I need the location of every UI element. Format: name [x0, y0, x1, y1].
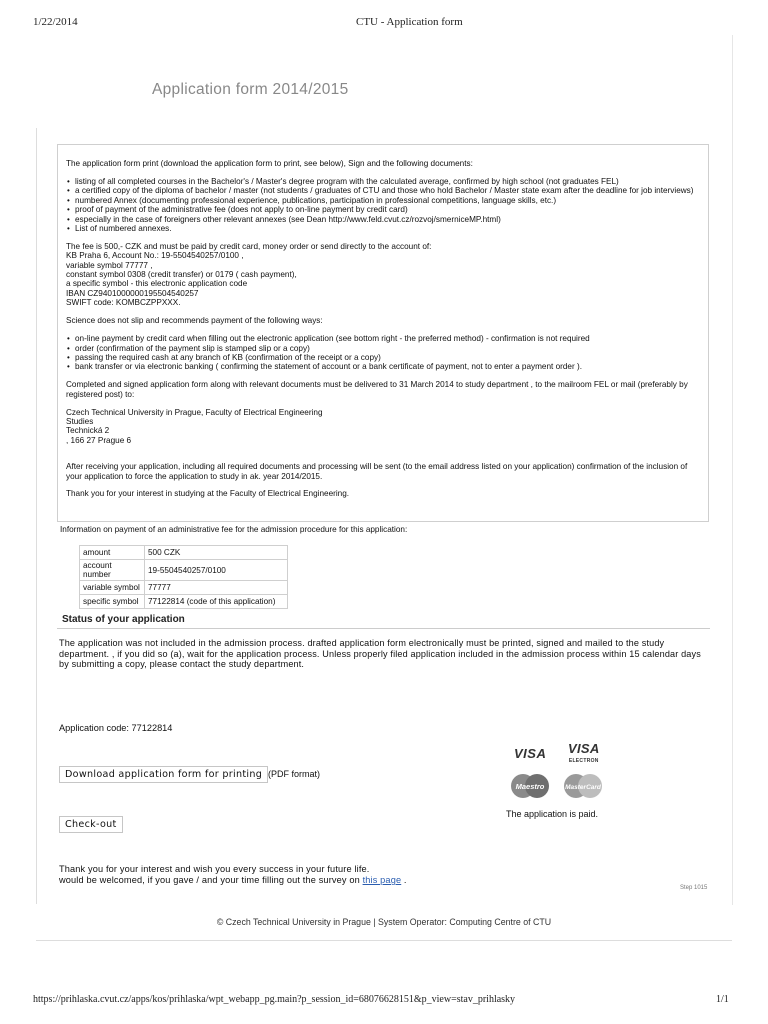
visa-logo: VISA	[514, 746, 547, 761]
list-item: • List of numbered annexes.	[66, 224, 700, 233]
list-item: • listing of all completed courses in the Bachelor's / Master's degree program with the calculated average, confirmed by high school (not graduates FEL)	[66, 177, 700, 186]
deadline-text: Completed and signed application form along with relevant documents must be delivered to 31 March 2014 to study department , to the mailroom FEL or mail (preferably by registered post) to:	[66, 380, 688, 399]
step-label: Step 1015	[680, 885, 708, 891]
status-text: The application was not included in the admission process. drafted application form electronically must be printed, signed and mailed to the study department. , if you did so (a), wait for the application process. Unless properly filed application included in the admission process within 15 calendar days by submitting a copy, please contact the study department.	[59, 638, 701, 670]
address-line: Studies	[66, 416, 94, 426]
fee-line: variable symbol 77777 ,	[66, 260, 153, 270]
fee-line: The fee is 500,- CZK and must be paid by credit card, money order or send directly to the account of:	[66, 241, 432, 251]
mastercard-logo	[562, 773, 604, 799]
table-row	[80, 546, 288, 560]
maestro-logo	[510, 773, 550, 799]
print-url: https://prihlaska.cvut.cz/apps/kos/prihlaska/wpt_webapp_pg.main?p_session_id=68076628151&p_view=stav_prihlasky	[33, 994, 516, 1005]
frame-right-border	[732, 35, 733, 905]
pdf-format-note: (PDF format)	[268, 769, 321, 779]
fee-line: a specific symbol - this electronic application code	[66, 279, 248, 289]
fee-line: constant symbol 0308 (credit transfer) or 0179 ( cash payment),	[66, 270, 297, 280]
mastercard-text: MasterCard	[565, 784, 601, 791]
fee-value: 19-5504540257/0100	[145, 560, 288, 581]
page-title: Application form 2014/2015	[152, 81, 349, 98]
print-date: 1/22/2014	[33, 16, 78, 28]
list-item: • especially in the case of foreigners other relevant annexes (see Dean http://www.feld.cvut.cz/rozvoj/smerniceMP.html)	[66, 215, 700, 224]
print-page-number: 1/1	[716, 994, 729, 1005]
payment-ways-list	[66, 334, 700, 372]
survey-text: would be welcomed, if you gave / and your time filling out the survey on	[59, 875, 360, 885]
electron-subtext: ELECTRON	[568, 758, 599, 764]
list-item: • proof of payment of the administrative fee (does not apply to on-line payment by credit card)	[66, 205, 700, 214]
fee-line: KB Praha 6, Account No.: 19-5504540257/0100 ,	[66, 251, 244, 261]
table-row	[80, 595, 288, 609]
instructions-intro: The application form print (download the application form to print, see below), Sign and the following documents:	[66, 159, 473, 168]
documents-list	[66, 177, 700, 233]
fee-value: 77777	[145, 581, 288, 595]
table-row	[80, 581, 288, 595]
download-form-button[interactable]: Download application form for printing	[59, 766, 268, 783]
table-row	[80, 560, 288, 581]
list-item: • on-line payment by credit card when filling out the electronic application (see bottom right - the preferred method) - confirmation is not required	[66, 334, 700, 343]
fee-key: specific symbol	[80, 595, 145, 609]
fee-value: 77122814 (code of this application)	[145, 595, 288, 609]
closing-line-2	[59, 875, 407, 886]
status-divider	[57, 628, 710, 629]
closing-text	[59, 864, 407, 886]
status-title: Status of your application	[62, 614, 185, 625]
frame-left-border	[36, 128, 37, 904]
footer-divider	[36, 940, 732, 941]
fee-key: variable symbol	[80, 581, 145, 595]
maestro-text: Maestro	[515, 782, 545, 791]
list-item: • bank transfer or via electronic banking ( confirming the statement of account or a bank certificate of payment, not to enter a payment order ).	[66, 362, 700, 371]
after-text: After receiving your application, including all required documents and processing will be sent (to the email address listed on your application) confirmation of the inclusion of your application to force the application to study in ak. year 2014/2015.	[66, 462, 688, 481]
list-item: • order (confirmation of the payment slip is stamped slip or a copy)	[66, 344, 700, 353]
visa-electron-logo	[568, 743, 600, 767]
fee-value: 500 CZK	[145, 546, 288, 560]
list-item: • passing the required cash at any branch of KB (confirmation of the receipt or a copy)	[66, 353, 700, 362]
thanks-text: Thank you for your interest in studying at the Faculty of Electrical Engineering.	[66, 489, 350, 499]
fee-table	[79, 545, 288, 609]
address-line: Czech Technical University in Prague, Faculty of Electrical Engineering	[66, 407, 323, 417]
paid-status: The application is paid.	[506, 809, 599, 819]
fee-key: amount	[80, 546, 145, 560]
list-item: • numbered Annex (documenting professional experience, publications, participation in professional competitions, language skills, etc.)	[66, 196, 700, 205]
fee-caption: Information on payment of an administrative fee for the admission procedure for this application:	[60, 525, 408, 534]
survey-period: .	[403, 875, 407, 885]
copyright-footer: © Czech Technical University in Prague | System Operator: Computing Centre of CTU	[216, 917, 552, 927]
address-line: Technická 2	[66, 426, 110, 436]
fee-key: account number	[80, 560, 145, 581]
closing-line-1: Thank you for your interest and wish you every success in your future life.	[59, 864, 370, 874]
application-code: Application code: 77122814	[59, 723, 173, 733]
visa-electron-text: VISA	[568, 741, 600, 756]
address-line: , 166 27 Prague 6	[66, 435, 132, 445]
instructions-box	[57, 144, 709, 522]
checkout-button[interactable]: Check-out	[59, 816, 123, 833]
survey-link[interactable]: this page	[362, 875, 402, 885]
list-item: • a certified copy of the diploma of bachelor / master (not students / graduates of CTU and those who hold Bachelor / Master state exam after the deadline for job interviews)	[66, 186, 700, 195]
fee-line: SWIFT code: KOMBCZPPXXX.	[66, 298, 181, 308]
payment-intro: Science does not slip and recommends payment of the following ways:	[66, 316, 323, 326]
fee-line: IBAN CZ9401000000195504540257	[66, 288, 199, 298]
print-title: CTU - Application form	[356, 16, 463, 28]
